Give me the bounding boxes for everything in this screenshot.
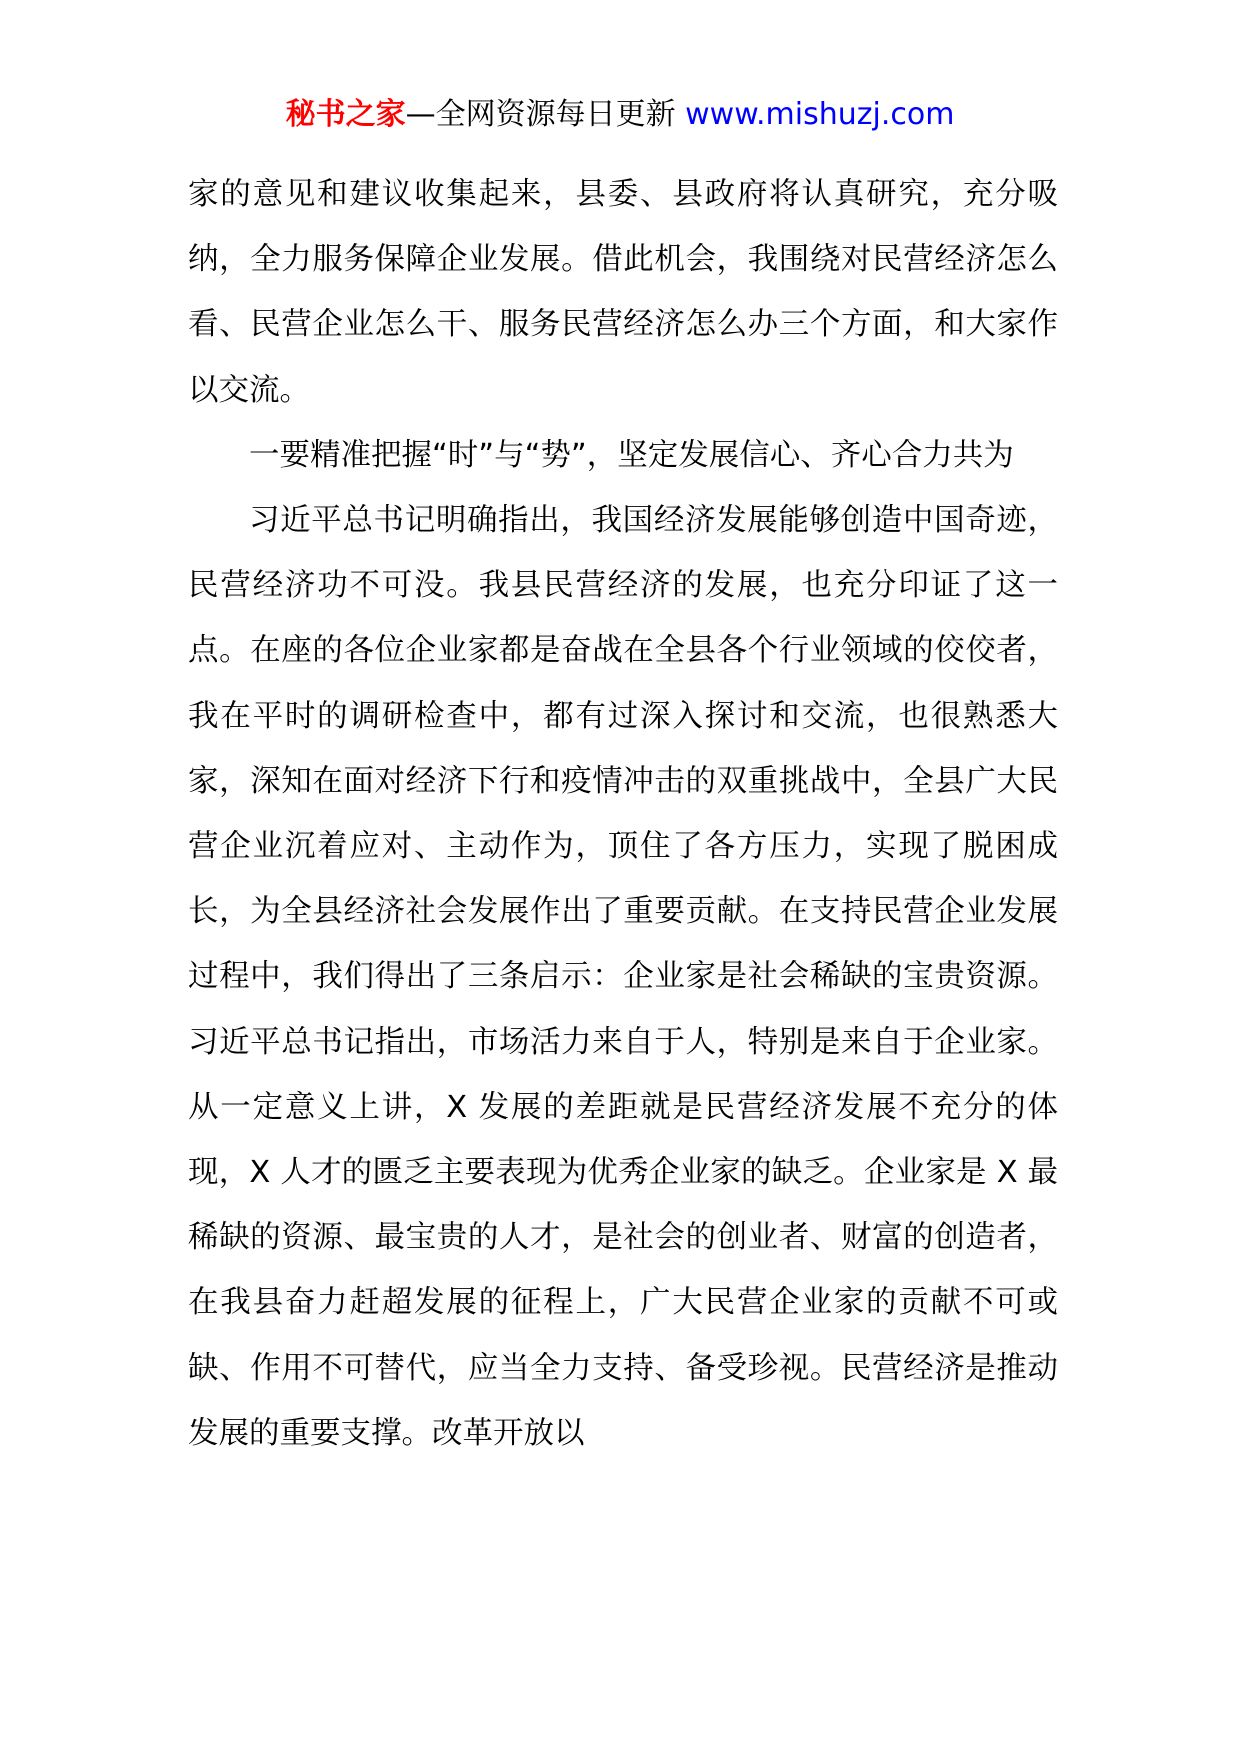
page-header bbox=[0, 95, 1240, 135]
header-brand: 秘书之家 bbox=[285, 97, 406, 132]
paragraph: 家的意见和建议收集起来，县委、县政府将认真研究，充分吸纳，全力服务保障企业发展。借此机会，我围绕对民营经济怎么看、民营企业怎么干、服务民营经济怎么办三个方面，和大家作以交流。 bbox=[188, 177, 1058, 408]
paragraph: 习近平总书记明确指出，我国经济发展能够创造中国奇迹，民营经济功不可没。我县民营经济的发展，也充分印证了这一点。在座的各位企业家都是奋战在全县各个行业领域的佼佼者，我在平时的调研检查中，都有过深入探讨和交流，也很熟悉大家，深知在面对经济下行和疫情冲击的双重挑战中，全县广大民营企业沉着应对、主动作为，顶住了各方压力，实现了脱困成长，为全县经济社会发展作出了重要贡献。在支持民营企业发展过程中，我们得出了三条启示：企业家是社会稀缺的宝贵资源。习近平总书记指出，市场活力来自于人，特别是来自于企业家。从一定意义上讲，X 发展的差距就是民营经济发展不充分的体现，X 人才的匮乏主要表现为优秀企业家的缺乏。企业家是 X 最稀缺的资源、最宝贵的人才，是社会的创业者、财富的创造者，在我县奋力赶超发展的征程上，广大民营企业家的贡献不可或缺、作用不可替代，应当全力支持、备受珍视。民营经济是推动发展的重要支撑。改革开放以 bbox=[188, 503, 1058, 1451]
header-slogan: —全网资源每日更新 bbox=[405, 97, 686, 132]
document-body bbox=[188, 162, 1058, 1466]
section-heading: 一要精准把握“时”与“势”，坚定发展信心、齐心合力共为 bbox=[249, 437, 1014, 473]
header-url-link[interactable]: www.mishuzj.com bbox=[685, 97, 955, 132]
